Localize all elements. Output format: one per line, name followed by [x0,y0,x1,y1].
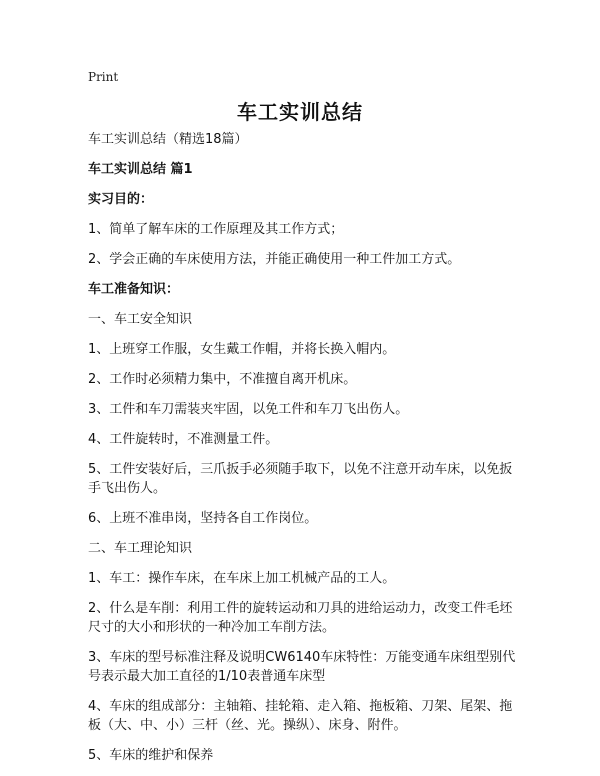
paragraph: 3、工件和车刀需装夹牢固，以免工件和车刀飞出伤人。 [88,402,409,417]
paragraph: 2、学会正确的车床使用方法，并能正确使用一种工件加工方式。 [88,252,461,267]
paragraph: 4、车床的组成部分：主轴箱、挂轮箱、走入箱、拖板箱、刀架、尾架、拖板（大、中、小）三杆（丝、光。操纵）、床身、附件。 [88,699,513,733]
paragraph: 5、工件安装好后，三爪扳手必须随手取下，以免不注意开动车床，以免扳手飞出伤人。 [88,462,513,496]
document-body [88,130,522,776]
paragraph: 1、上班穿工作服，女生戴工作帽，并将长换入帽内。 [88,342,396,357]
paragraph: 2、什么是车削：利用工件的旋转运动和刀具的进给运动力，改变工件毛坯尺寸的大小和形状的一种冷加工车削方法。 [88,601,513,635]
paragraph: 6、上班不准串岗，坚持各自工作岗位。 [88,511,318,526]
paragraph: 2、工作时必须精力集中，不准擅自离开机床。 [88,372,357,387]
paragraph: 3、车床的型号标准注释及说明CW6140车床特性：万能变通车床组型别代号表示最大加工直径的1/10表普通车床型 [88,650,516,684]
paragraph: 1、简单了解车床的工作原理及其工作方式； [88,222,344,237]
print-label[interactable]: Print [88,70,119,84]
paragraph: 5、车床的维护和保养 [88,748,214,763]
section-heading: 车工准备知识： [88,282,180,297]
paragraph: 车工实训总结（精选18篇） [88,132,248,147]
section-heading: 实习目的： [88,192,154,207]
document-title: 车工实训总结 [237,100,363,124]
paragraph: 1、车工：操作车床，在车床上加工机械产品的工人。 [88,571,396,586]
paragraph: 4、工件旋转时，不准测量工件。 [88,432,279,447]
section-heading: 车工实训总结 篇1 [88,162,193,177]
paragraph: 二、车工理论知识 [88,541,193,556]
paragraph: 一、车工安全知识 [88,312,193,327]
